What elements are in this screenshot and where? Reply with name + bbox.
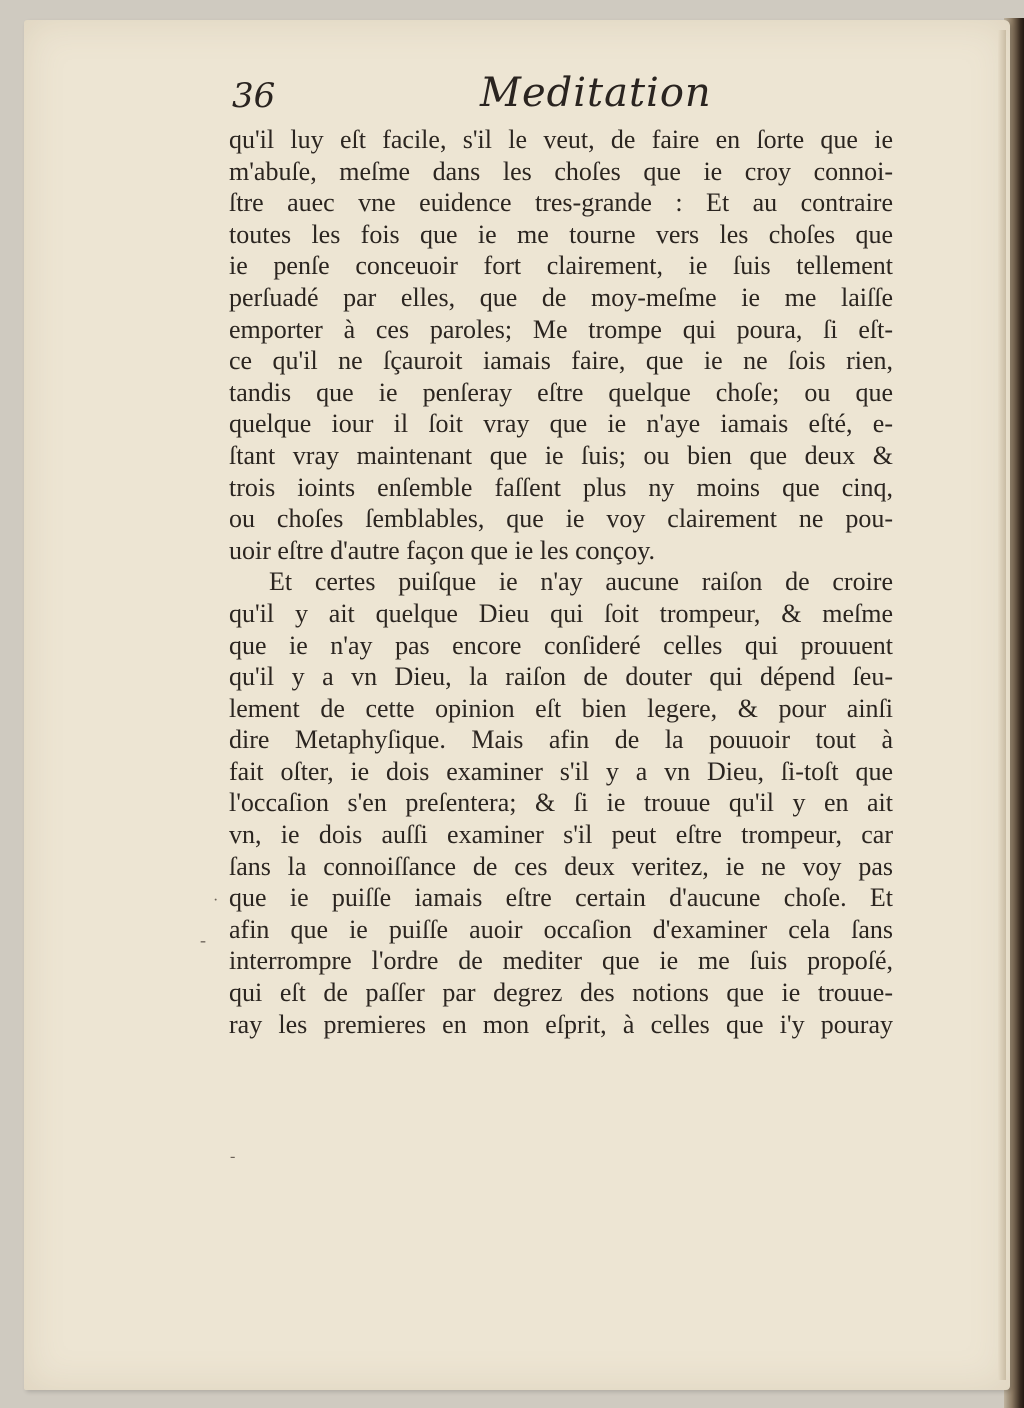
text-line: fait oſter, ie dois examiner s'il y a vn Dieu, ſi-toſt que [229,756,893,786]
text-line: uoir eſtre d'autre façon que ie les conçoy. [229,535,656,565]
text-line: ſtant vray maintenant que ie ſuis; ou bien que deux & [229,440,893,470]
text-line: ou choſes ſemblables, que ie voy clairement ne pou- [229,504,893,534]
text-line: ie penſe conceuoir fort clairement, ie ſuis tellement [229,251,893,281]
text-line: que ie n'ay pas encore conſideré celles qui prouuent [229,630,893,660]
text-line: emporter à ces paroles; Me trompe qui poura, ſi eſt- [229,314,893,344]
margin-dot-mark: · [213,892,219,909]
text-line: quelque iour il ſoit vray que ie n'aye iamais eſté, e- [229,409,893,439]
text-line: que ie puiſſe iamais eſtre certain d'aucune choſe. Et [229,883,893,913]
text-line: Et certes puiſque ie n'ay aucune raiſon de croire [269,567,893,597]
text-line: ſans la connoiſſance de ces deux veritez, ie ne voy pas [229,851,893,881]
page-number: 36 [232,76,276,116]
text-line: ray les premieres en mon eſprit, à celles que i'y pouray [229,1009,893,1039]
text-line: ſtre auec vne euidence tres-grande : Et au contraire [229,188,893,218]
text-line: ce qu'il ne ſçauroit iamais faire, que ie ne ſois rien, [229,346,893,376]
text-line: tandis que ie penſeray eſtre quelque choſe; ou que [229,377,893,407]
text-line: afin que ie puiſſe auoir occaſion d'examiner cela ſans [229,914,893,944]
text-line: l'occaſion s'en preſentera; & ſi ie trouue qu'il y en ait [229,788,893,818]
bottom-dash-mark: - [230,1148,236,1165]
text-line: vn, ie dois auſſi examiner s'il peut eſtre trompeur, car [229,820,893,850]
text-line: qui eſt de paſſer par degrez des notions que ie trouue- [229,978,893,1008]
text-line: trois ioints enſemble faſſent plus ny moins que cinq, [229,472,893,502]
margin-dash-mark: - [200,930,206,950]
text-line: interrompre l'ordre de mediter que ie me ſuis propoſé, [229,946,893,976]
running-head: Meditation [480,70,712,116]
text-block [229,124,893,1040]
page-edge [998,30,1006,1380]
text-line: dire Metaphyſique. Mais afin de la pouuoir tout à [229,725,893,755]
text-line: lement de cette opinion eſt bien legere, & pour ainſi [229,693,893,723]
text-line: m'abuſe, meſme dans les choſes que ie croy connoi- [229,156,893,186]
text-line: qu'il y ait quelque Dieu qui ſoit trompeur, & meſme [229,598,893,628]
text-line: toutes les fois que ie me tourne vers les choſes que [229,219,893,249]
text-line: qu'il luy eſt facile, s'il le veut, de faire en ſorte que ie [229,125,893,154]
text-line: qu'il y a vn Dieu, la raiſon de douter qui dépend ſeu- [229,662,893,692]
text-line: perſuadé par elles, que de moy-meſme ie me laiſſe [229,282,893,312]
